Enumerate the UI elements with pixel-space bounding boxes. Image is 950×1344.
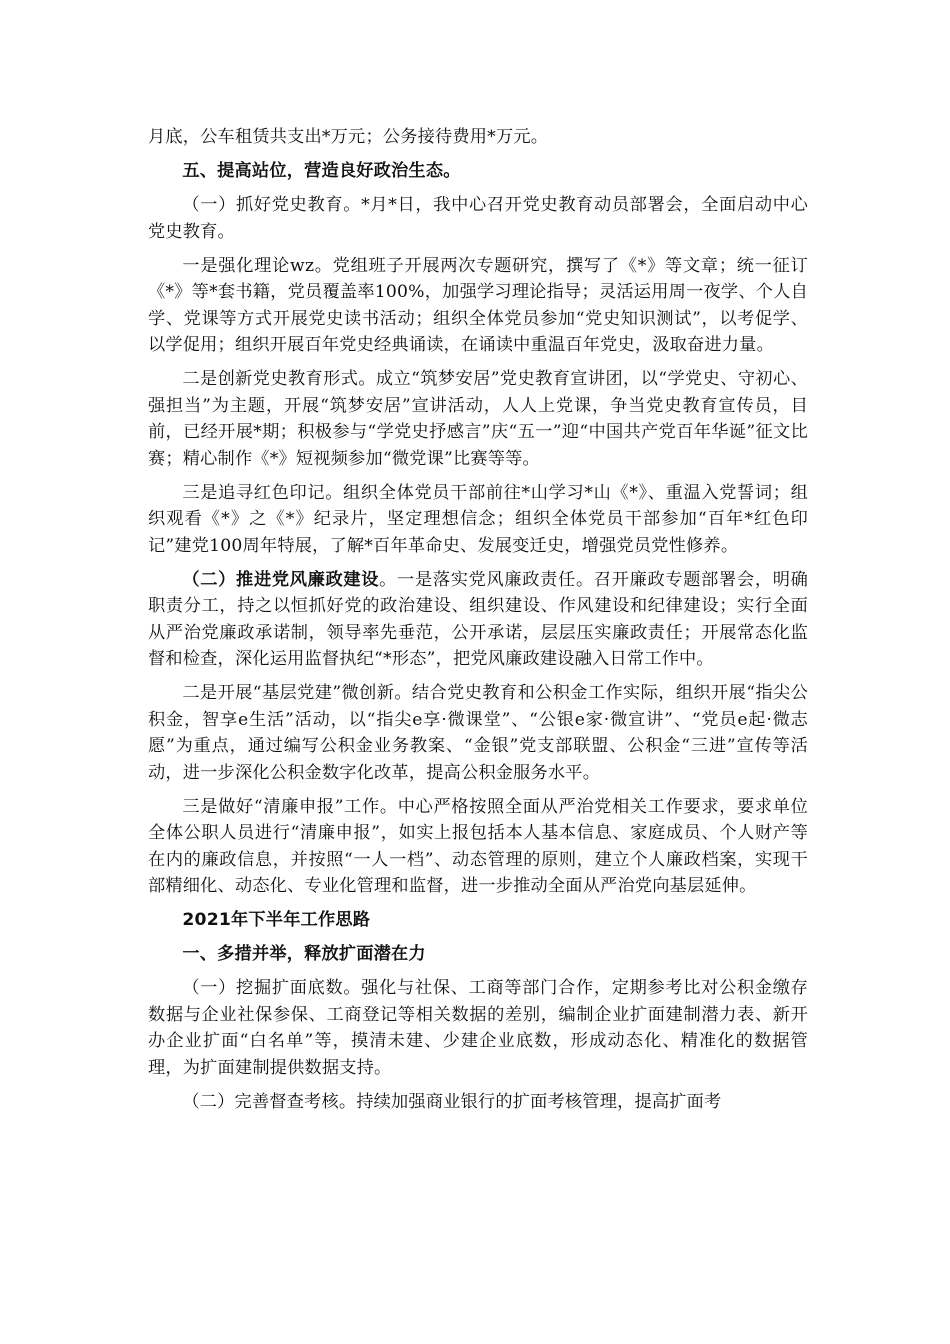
section-heading-plan: 2021年下半年工作思路 bbox=[182, 910, 371, 930]
paragraph-education-forms: 二是创新党史教育形式。成立“筑梦安居”党史教育宣讲团，以“学党史、守初心、强担当”为主题，开展“筑梦安居”宣讲活动，人人上党课，争当党史教育宣传员，目前，已经开展*期；积极参与“学党史抒感言”庆“五一”迎“中国共产党百年华诞”征文比赛；精心制作《*》短视频参加“微党课”比赛等等。 bbox=[148, 369, 808, 469]
paragraph-integrity-declaration: 三是做好“清廉申报”工作。中心严格按照全面从严治党相关工作要求，要求单位全体公职人员进行“清廉申报”，如实上报包括本人基本信息、家庭成员、个人财产等在内的廉政信息，并按照“一人一档”、动态管理的原则，建立个人廉政档案，实现干部精细化、动态化、专业化管理和监督，进一步推动全面从严治党向基层延伸。 bbox=[148, 796, 808, 896]
subsection-title: （二）推进党风廉政建设 bbox=[182, 569, 380, 590]
paragraph-grassroots-innovation: 二是开展“基层党建”微创新。结合党史教育和公积金工作实际，组织开展“指尖公积金，智享e生活”活动，以“指尖e享·微课堂”、“公银e家·微宣讲”、“党员e起·微志愿”为重点，通过编写公积金业务教案、“金银”党支部联盟、公积金“三进”宣传等活动，进一步深化公积金数字化改革，提高公积金服务水平。 bbox=[148, 683, 808, 783]
section-heading-1: 一、多措并举，释放扩面潜在力 bbox=[182, 944, 426, 964]
section-heading-5: 五、提高站位，营造良好政治生态。 bbox=[182, 161, 461, 181]
paragraph-continuation: 月底，公车租赁共支出*万元；公务接待费用*万元。 bbox=[148, 127, 549, 147]
paragraph-expansion-base: （一）挖掘扩面底数。强化与社保、工商等部门合作，定期参考比对公积金缴存数据与企业社保参保、工商登记等相关数据的差别，编制企业扩面建制潜力表、新开办企业扩面“白名单”等，摸清未建、少建企业底数，形成动态化、精准化的数据管理，为扩面建制提供数据支持。 bbox=[148, 978, 808, 1078]
paragraph-red-heritage: 三是追寻红色印记。组织全体党员干部前往*山学习*山《*》、重温入党誓词；组织观看《*》之《*》纪录片，坚定理想信念；组织全体党员干部参加“百年*红色印记”建党100周年特展，了解*百年革命史、发展变迁史，增强党员党性修养。 bbox=[148, 482, 808, 556]
paragraph-supervision: （二）完善督查考核。持续加强商业银行的扩面考核管理，提高扩面考 bbox=[182, 1091, 722, 1112]
subsection-body: 。一是落实党风廉政责任。召开廉政专题部署会，明确职责分工，持之以恒抓好党的政治建设、组织建设、作风建设和纪律建设；实行全面从严治党廉政承诺制，领导率先垂范，公开承诺，层层压实廉政责任；开展常态化监督和检查，深化运用监督执纪“*形态”，把党风廉政建设融入日常工作中。 bbox=[148, 569, 808, 669]
document-body bbox=[148, 124, 808, 1123]
paragraph-clean-governance bbox=[148, 567, 808, 673]
paragraph-party-history-education: （一）抓好党史教育。*月*日，我中心召开党史教育动员部署会，全面启动中心党史教育。 bbox=[148, 195, 808, 242]
paragraph-theory-study: 一是强化理论wz。党组班子开展两次专题研究，撰写了《*》等文章；统一征订《*》等*套书籍，党员覆盖率100%，加强学习理论指导；灵活运用周一夜学、个人自学、党课等方式开展党史读书活动；组织全体党员参加“党史知识测试”，以考促学、以学促用；组织开展百年党史经典诵读，在诵读中重温百年党史，汲取奋进力量。 bbox=[148, 255, 808, 355]
